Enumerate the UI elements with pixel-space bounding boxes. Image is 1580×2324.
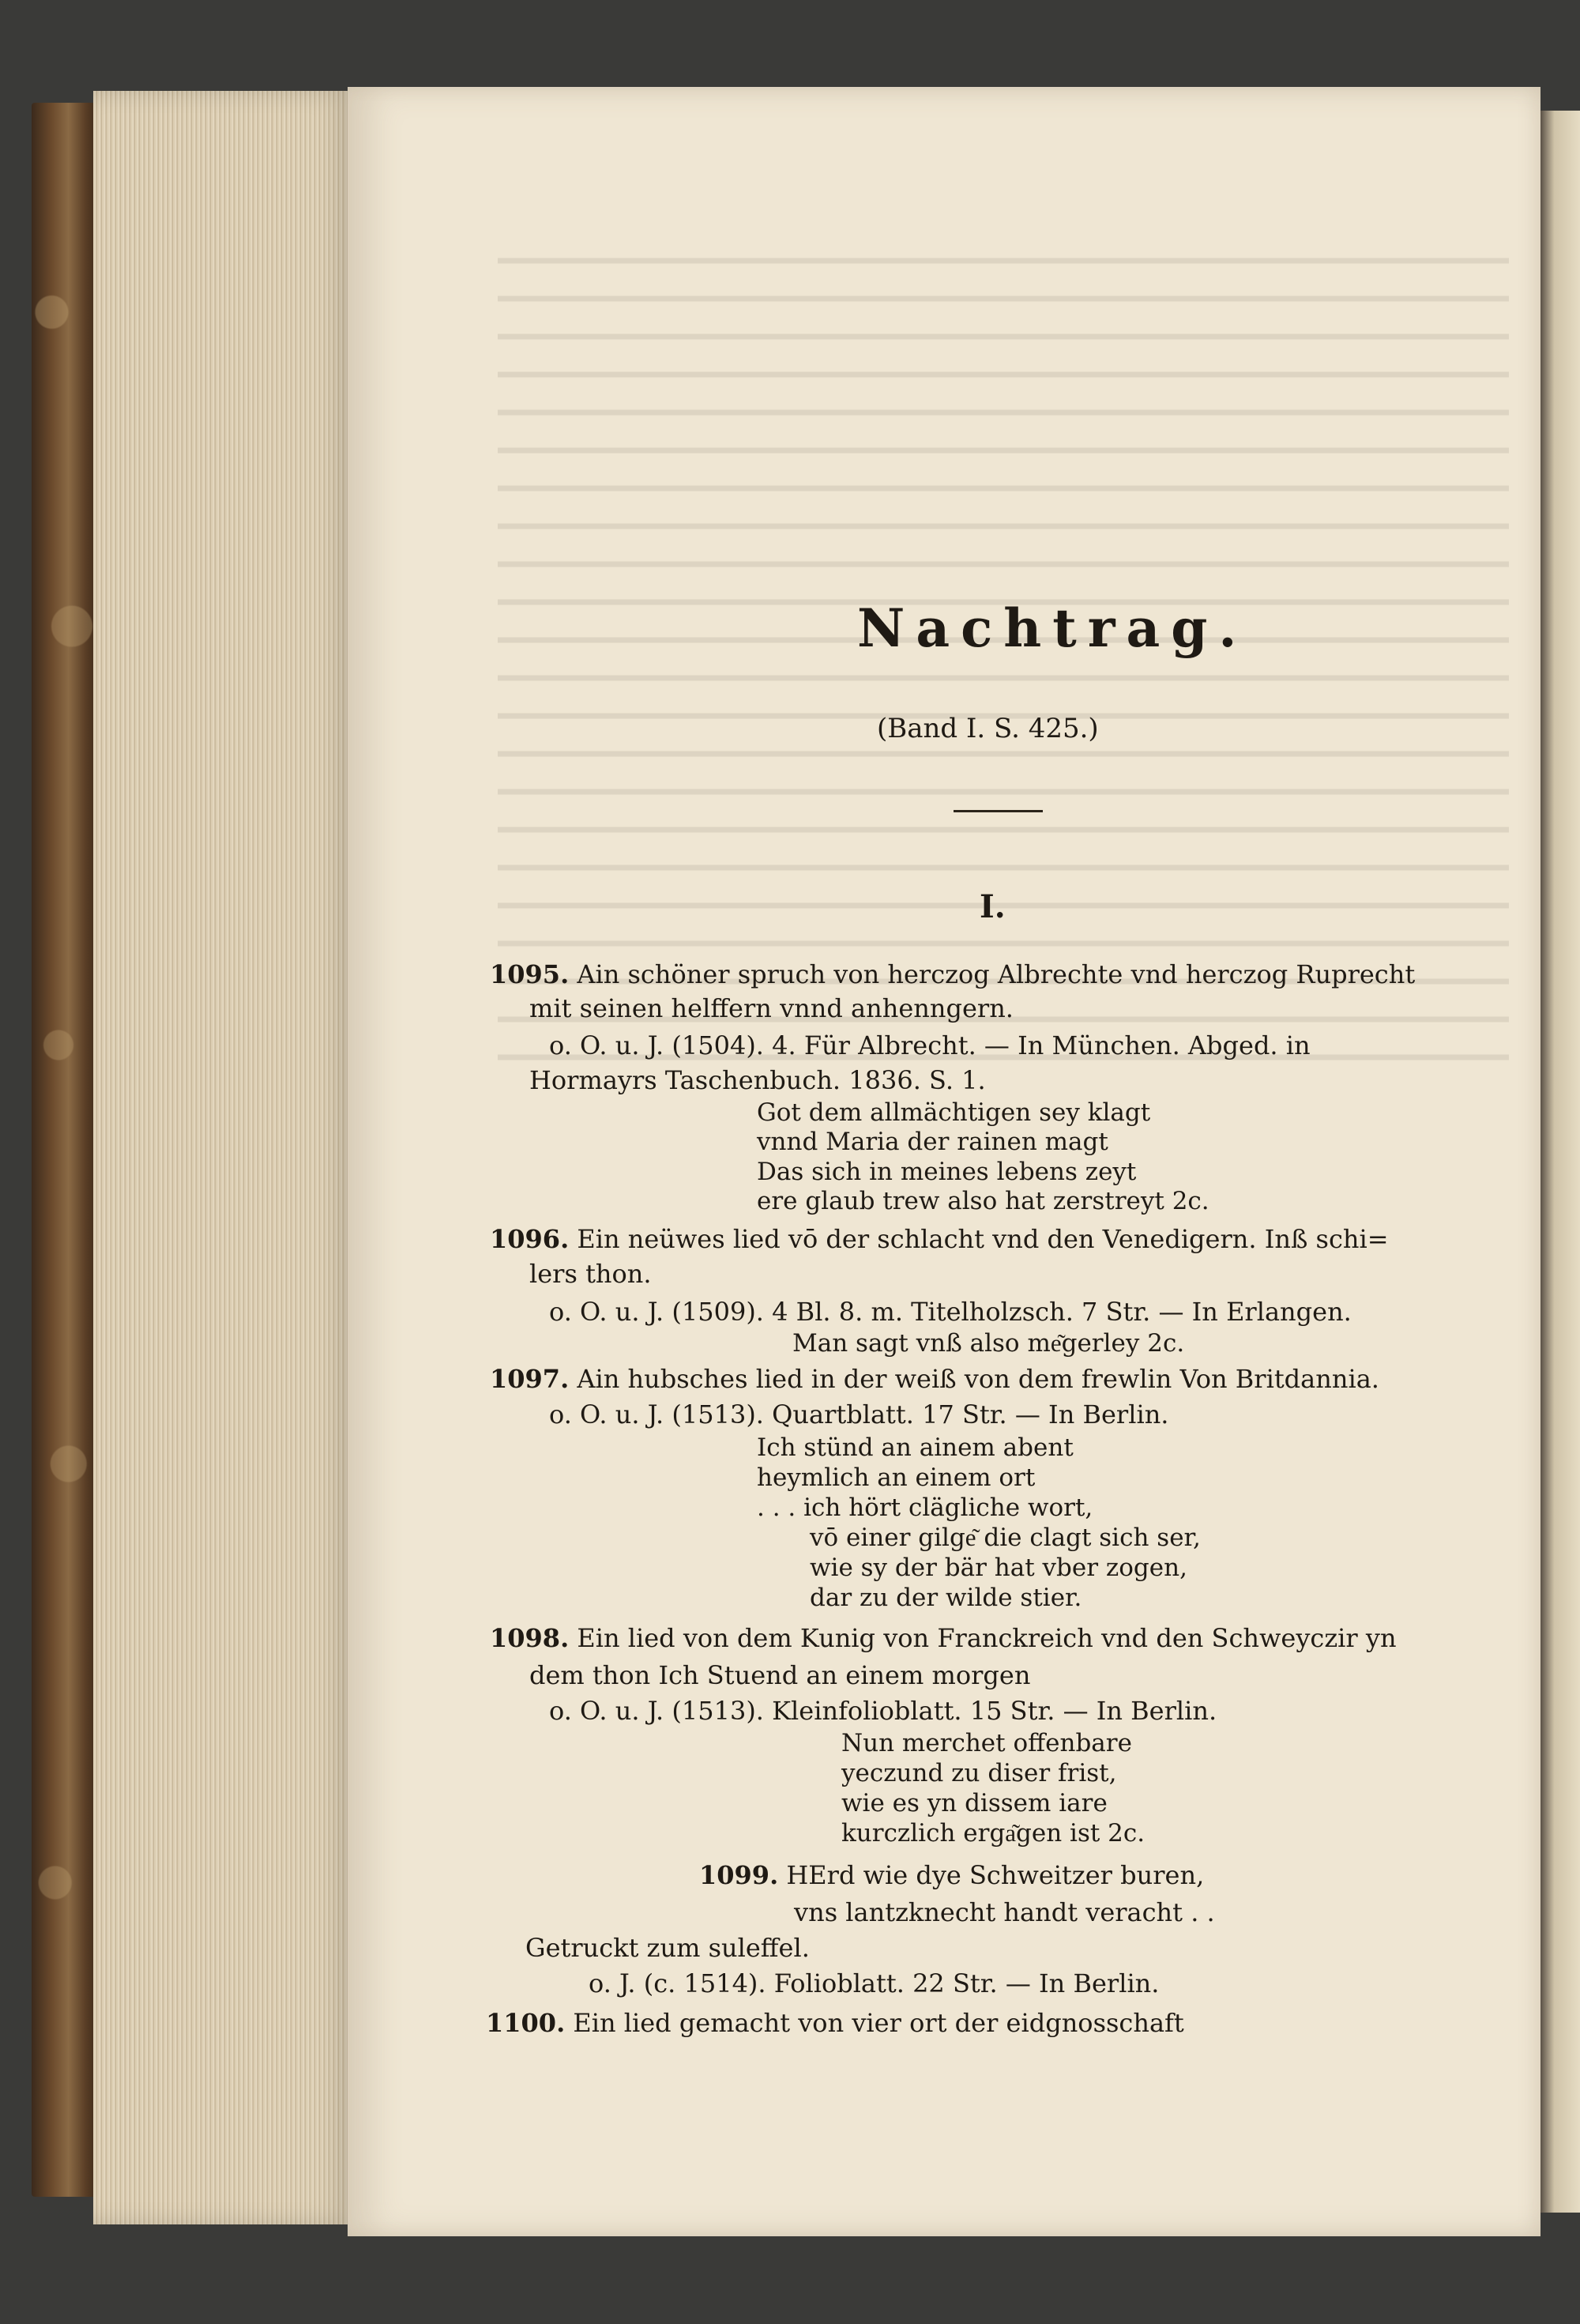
- entry-1095: [490, 959, 1415, 990]
- entry-line: vns lantzknecht handt veracht . .: [794, 1897, 1215, 1927]
- verse-line: Ich stünd an ainem abent: [757, 1433, 1074, 1462]
- entry-1096: [490, 1223, 1389, 1255]
- verse-line: Das sich in meines lebens zeyt: [757, 1158, 1137, 1186]
- marbled-cover-edge: [32, 103, 99, 2197]
- verse-line: ere glaub trew also hat zerstreyt 2c.: [757, 1187, 1209, 1215]
- entry-1099: [699, 1859, 1204, 1891]
- bibliographic-note: Hormayrs Taschenbuch. 1836. S. 1.: [529, 1065, 986, 1095]
- section-numeral: I.: [980, 888, 1006, 925]
- entry-1098: [490, 1622, 1397, 1654]
- verse-line: Got dem allmächtigen sey klagt: [757, 1098, 1151, 1127]
- page-title: Nachtrag.: [857, 597, 1248, 659]
- facing-page-edge: [1540, 111, 1580, 2213]
- entry-line: dem thon Ich Stuend an einem morgen: [529, 1660, 1031, 1690]
- page-block-edges: [93, 91, 354, 2224]
- verse-line: . . . ich hört clägliche wort,: [757, 1493, 1093, 1522]
- volume-reference: (Band I. S. 425.): [877, 713, 1099, 744]
- entry-number: 1099.: [699, 1860, 779, 1890]
- bibliographic-note: o. O. u. J. (1513). Kleinfolioblatt. 15 Str. — In Berlin.: [549, 1696, 1217, 1726]
- verse-line: heymlich an einem ort: [757, 1463, 1036, 1492]
- entry-1097: [490, 1363, 1379, 1395]
- verse-line: wie sy der bär hat vber zogen,: [810, 1554, 1187, 1582]
- entry-number: 1095.: [490, 959, 570, 989]
- verse-line: vō einer gilge͂ die clagt sich ser,: [810, 1524, 1201, 1552]
- entry-line: mit seinen helffern vnnd anhenngern.: [529, 993, 1014, 1023]
- divider-rule: [954, 810, 1043, 812]
- entry-number: 1097.: [490, 1364, 570, 1394]
- verse-line: vnnd Maria der rainen magt: [757, 1128, 1108, 1156]
- entry-title: Ein lied gemacht von vier ort der eidgnosschaft: [573, 2008, 1184, 2038]
- verse-line: wie es yn dissem iare: [841, 1789, 1108, 1817]
- bibliographic-note: o. O. u. J. (1513). Quartblatt. 17 Str. — In Berlin.: [549, 1399, 1169, 1429]
- bibliographic-note: o. O. u. J. (1504). 4. Für Albrecht. — In München. Abged. in: [549, 1030, 1311, 1060]
- entry-1100: [486, 2007, 1184, 2039]
- verse-line: yeczund zu diser frist,: [841, 1759, 1117, 1787]
- entry-title: Ain hubsches lied in der weiß von dem frewlin Von Britdannia.: [577, 1364, 1379, 1394]
- verse-line: kurczlich erga͂gen ist 2c.: [841, 1819, 1146, 1848]
- bibliographic-note: o. O. u. J. (1509). 4 Bl. 8. m. Titelholzsch. 7 Str. — In Erlangen.: [549, 1297, 1352, 1327]
- bibliographic-note: o. J. (c. 1514). Folioblatt. 22 Str. — In Berlin.: [589, 1968, 1160, 1998]
- entry-number: 1096.: [490, 1224, 570, 1254]
- entry-title: Ein neüwes lied vō der schlacht vnd den Venedigern. Inß schi=: [577, 1224, 1389, 1254]
- entry-title: Ein lied von dem Kunig von Franckreich vnd den Schweyczir yn: [577, 1623, 1397, 1653]
- verse-line: Nun merchet offenbare: [841, 1729, 1132, 1757]
- entry-title: HErd wie dye Schweitzer buren,: [786, 1860, 1205, 1890]
- entry-title: Ain schöner spruch von herczog Albrechte vnd herczog Ruprecht: [577, 959, 1416, 989]
- entry-number: 1098.: [490, 1623, 570, 1653]
- entry-line: Getruckt zum suleffel.: [525, 1933, 810, 1963]
- verse-line: Man sagt vnß also me͂gerley 2c.: [792, 1329, 1185, 1358]
- entry-number: 1100.: [486, 2008, 566, 2038]
- verse-line: dar zu der wilde stier.: [810, 1584, 1082, 1612]
- entry-line: lers thon.: [529, 1259, 652, 1289]
